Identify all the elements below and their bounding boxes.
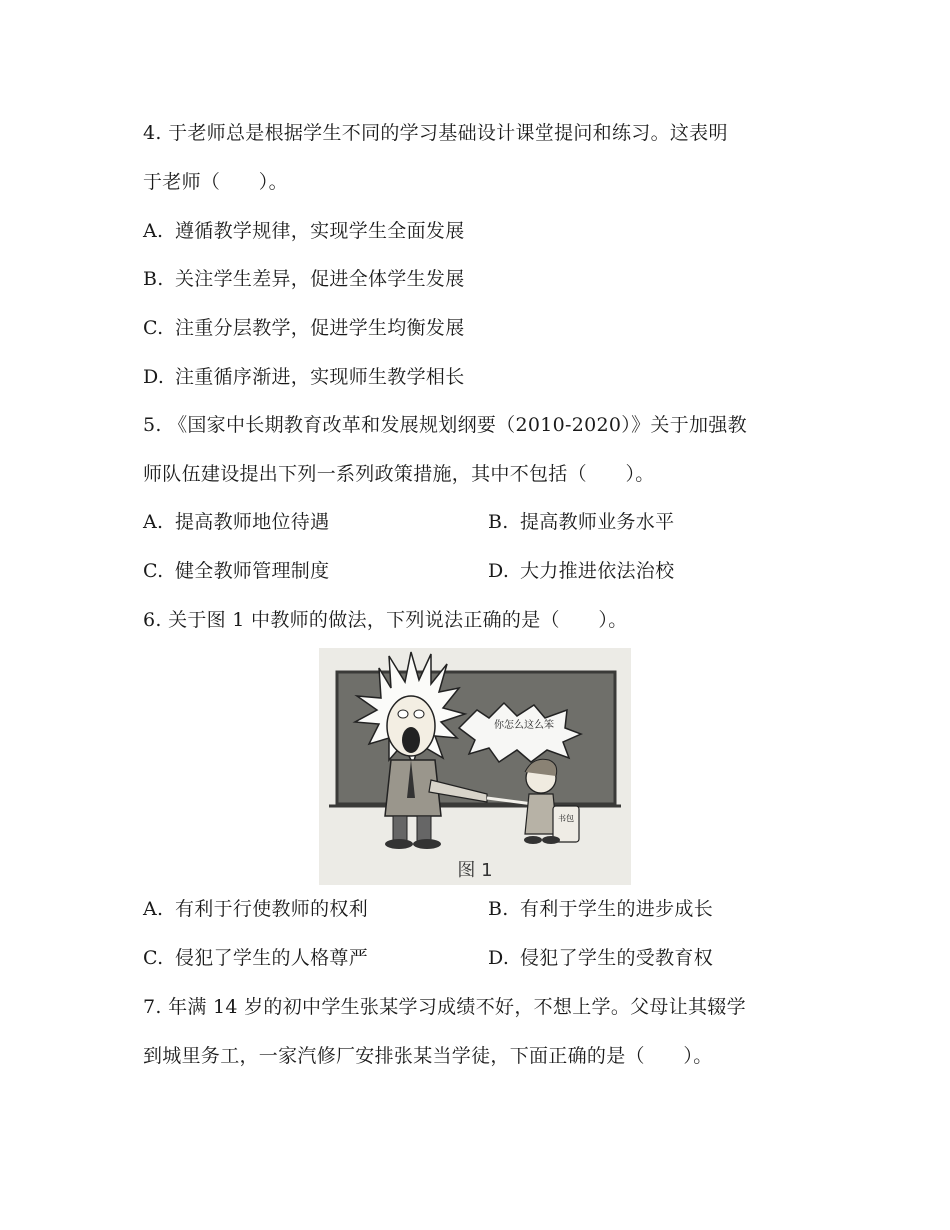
- option-text: 有利于学生的进步成长: [520, 898, 714, 920]
- option-label: D.: [488, 560, 510, 582]
- teacher-leg: [417, 816, 431, 842]
- student-shoe: [542, 836, 560, 844]
- question-6-option-b: [488, 894, 713, 921]
- question-6-option-a: [143, 894, 368, 921]
- option-label: B.: [143, 268, 164, 290]
- option-text: 注重分层教学，促进学生均衡发展: [175, 317, 465, 339]
- question-5-option-c: [143, 556, 329, 583]
- question-7-stem-line-1: 7. 年满 14 岁的初中学生张某学习成绩不好，不想上学。父母让其辍学: [143, 996, 746, 1018]
- option-label: A.: [143, 511, 164, 533]
- option-text: 健全教师管理制度: [175, 560, 330, 582]
- figure-1-illustration: [319, 648, 631, 885]
- option-text: 遵循教学规律，实现学生全面发展: [175, 220, 465, 242]
- teacher-mouth: [402, 727, 420, 753]
- option-label: C.: [143, 560, 164, 582]
- student-body: [525, 794, 557, 834]
- option-label: D.: [488, 947, 510, 969]
- option-label: A.: [143, 220, 164, 242]
- option-label: D.: [143, 366, 165, 388]
- question-5-stem-line-2: 师队伍建设提出下列一系列政策措施，其中不包括（ ）。: [143, 463, 655, 485]
- option-text: 侵犯了学生的人格尊严: [175, 947, 369, 969]
- question-4-stem-line-2: 于老师（ ）。: [143, 171, 288, 193]
- option-label: B.: [488, 898, 509, 920]
- teacher-eye: [398, 710, 408, 718]
- school-bag-text: 书包: [558, 814, 574, 823]
- school-bag: [553, 806, 579, 842]
- teacher-leg: [393, 816, 407, 842]
- question-4-option-c: [143, 313, 465, 340]
- question-5-option-b: [488, 507, 674, 534]
- question-5-option-a: [143, 507, 329, 534]
- question-5-option-d: [488, 556, 674, 583]
- teacher-shoe: [385, 839, 413, 849]
- question-4-stem-line-1: 4. 于老师总是根据学生不同的学习基础设计课堂提问和练习。这表明: [143, 122, 728, 144]
- question-4-option-b: [143, 264, 465, 291]
- question-7-stem-line-2: 到城里务工，一家汽修厂安排张某当学徒，下面正确的是（ ）。: [143, 1045, 713, 1067]
- option-label: A.: [143, 898, 164, 920]
- option-text: 有利于行使教师的权利: [175, 898, 369, 920]
- teacher-scolding-cartoon: [319, 648, 631, 885]
- teacher-eye: [414, 710, 424, 718]
- option-label: C.: [143, 317, 164, 339]
- student-shoe: [524, 836, 542, 844]
- question-6-option-d: [488, 943, 713, 970]
- question-4-option-d: [143, 362, 465, 389]
- option-text: 注重循序渐进，实现师生教学相长: [175, 366, 465, 388]
- speech-burst-text: 你怎么这么笨: [494, 720, 554, 731]
- teacher-shoe: [413, 839, 441, 849]
- option-text: 提高教师业务水平: [520, 511, 675, 533]
- option-text: 提高教师地位待遇: [175, 511, 330, 533]
- figure-caption: 图 1: [457, 860, 493, 881]
- option-text: 侵犯了学生的受教育权: [520, 947, 714, 969]
- question-6-option-c: [143, 943, 368, 970]
- option-label: C.: [143, 947, 164, 969]
- option-label: B.: [488, 511, 509, 533]
- question-4-option-a: [143, 216, 465, 243]
- option-text: 大力推进依法治校: [520, 560, 675, 582]
- question-5-stem-line-1: 5. 《国家中长期教育改革和发展规划纲要（2010-2020）》关于加强教: [143, 414, 747, 436]
- question-6-stem: 6. 关于图 1 中教师的做法，下列说法正确的是（ ）。: [143, 609, 628, 631]
- option-text: 关注学生差异，促进全体学生发展: [175, 268, 465, 290]
